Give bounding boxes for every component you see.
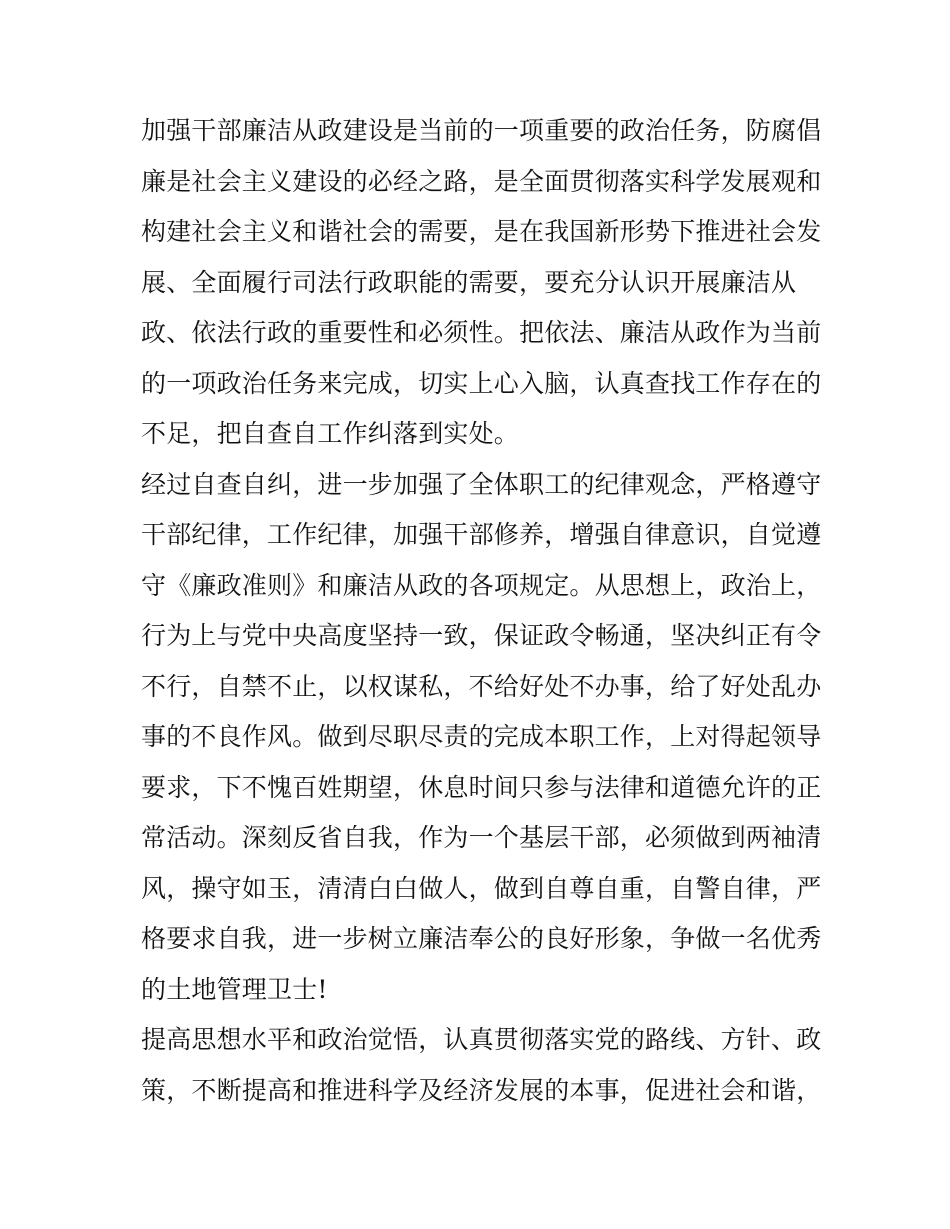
text-line: 的土地管理卫士!	[141, 974, 328, 1004]
text-line: 经过自查自纠，进一步加强了全体职工的纪律观念，严格遵守	[141, 469, 822, 499]
text-line: 事的不良作风。做到尽职尽责的完成本职工作，上对得起领导	[141, 722, 822, 751]
text-line: 加强干部廉洁从政建设是当前的一项重要的政治任务，防腐倡	[141, 116, 822, 145]
text-line: 风，操守如玉，清清白白做人，做到自尊自重，自警自律，严	[141, 873, 822, 903]
text-line: 格要求自我，进一步树立廉洁奉公的良好形象，争做一名优秀	[141, 924, 822, 953]
text-line: 不足，把自查自工作纠落到实处。	[141, 419, 520, 448]
text-line: 干部纪律，工作纪律，加强干部修养，增强自律意识，自觉遵	[141, 520, 822, 549]
text-line: 构建社会主义和谐社会的需要，是在我国新形势下推进社会发	[141, 217, 822, 246]
text-line: 政、依法行政的重要性和必须性。把依法、廉洁从政作为当前	[141, 318, 822, 347]
text-line: 的一项政治任务来完成，切实上心入脑，认真查找工作存在的	[141, 368, 822, 398]
text-line: 廉是社会主义建设的必经之路，是全面贯彻落实科学发展观和	[141, 166, 822, 196]
text-line: 行为上与党中央高度坚持一致，保证政令畅通，坚决纠正有令	[141, 621, 822, 650]
text-line: 展、全面履行司法行政职能的需要，要充分认识开展廉洁从	[141, 267, 797, 297]
paragraph	[141, 460, 821, 1016]
paragraph	[141, 1015, 821, 1116]
text-line: 要求，下不愧百姓期望，休息时间只参与法律和道德允许的正	[141, 772, 822, 802]
paragraph	[141, 106, 821, 460]
text-line: 守《廉政准则》和廉洁从政的各项规定。从思想上，政治上，	[141, 570, 822, 600]
text-line: 策，不断提高和推进科学及经济发展的本事，促进社会和谐，	[141, 1075, 822, 1105]
text-line: 不行，自禁不止，以权谋私，不给好处不办事，给了好处乱办	[141, 671, 822, 701]
text-line: 提高思想水平和政治觉悟，认真贯彻落实党的路线、方针、政	[141, 1025, 822, 1054]
text-line: 常活动。深刻反省自我，作为一个基层干部，必须做到两袖清	[141, 823, 822, 852]
document-body	[141, 106, 821, 1116]
